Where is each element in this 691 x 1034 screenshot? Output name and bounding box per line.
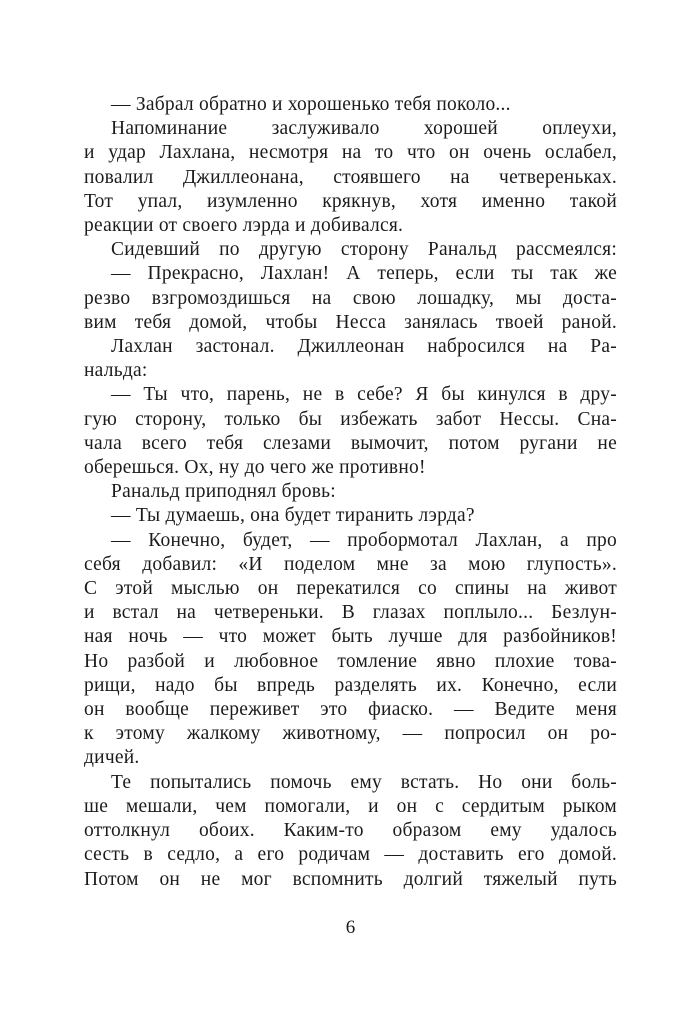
text-line: Потом он не мог вспомнить долгий тяжелый путь xyxy=(84,868,617,890)
text-line: оберешься. Ох, ну до чего же противно! xyxy=(84,457,426,479)
text-line: и встал на четвереньки. В глазах поплыло... Безлун- xyxy=(84,602,617,624)
text-line: Те попытались помочь ему встать. Но они боль- xyxy=(111,771,617,793)
text-line: себя добавил: «И поделом мне за мою глупость». xyxy=(84,553,617,575)
text-line: Тот упал, изумленно крякнув, хотя именно такой xyxy=(84,190,617,212)
text-line: нальда: xyxy=(84,360,148,382)
text-line: гую сторону, только бы избежать забот Нессы. Сна- xyxy=(84,408,617,430)
text-line: — Конечно, будет, — пробормотал Лахлан, а про xyxy=(111,529,617,551)
text-line: ная ночь — что может быть лучше для разбойников! xyxy=(84,626,617,648)
text-line: Лахлан застонал. Джиллеонан набросился на Ра- xyxy=(111,336,617,358)
text-line: — Прекрасно, Лахлан! А теперь, если ты так же xyxy=(111,263,617,285)
text-line: — Забрал обратно и хорошенько тебя поколо... xyxy=(111,94,511,115)
text-line: реакции от своего лэрда и добивался. xyxy=(84,215,404,237)
text-line: Но разбой и любовное томление явно плохие това- xyxy=(84,650,617,672)
text-line: и удар Лахлана, несмотря на то что он очень ослабел, xyxy=(84,142,617,164)
text-line: С этой мыслью он перекатился со спины на живот xyxy=(84,578,617,600)
text-line: дичей. xyxy=(84,747,140,769)
text-line: чала всего тебя слезами вымочит, потом ругани не xyxy=(84,432,617,454)
text-line: ше мешали, чем помогали, и он с сердитым рыком xyxy=(84,795,617,817)
text-line: повалил Джиллеонана, стоявшего на четвереньках. xyxy=(84,166,617,188)
text-line: резво взгромоздишься на свою лошадку, мы доста- xyxy=(84,287,617,309)
page-number: 6 xyxy=(345,917,356,938)
text-line: — Ты думаешь, она будет тиранить лэрда? xyxy=(111,505,475,527)
text-line: к этому жалкому животному, — попросил он ро- xyxy=(84,723,617,745)
text-line: рищи, надо бы впредь разделять их. Конечно, если xyxy=(84,674,617,696)
text-line: — Ты что, парень, не в себе? Я бы кинулся в дру- xyxy=(111,384,617,406)
text-line: сесть в седло, а его родичам — доставить его домой. xyxy=(84,844,617,866)
text-line: Напоминание заслуживало хорошей оплеухи, xyxy=(111,118,617,140)
text-line: вим тебя домой, чтобы Несса занялась твоей раной. xyxy=(84,311,617,333)
text-block xyxy=(84,93,617,892)
text-line: Ранальд приподнял бровь: xyxy=(111,481,336,503)
text-line: оттолкнул обоих. Каким-то образом ему удалось xyxy=(84,820,617,842)
text-line: Сидевший по другую сторону Ранальд рассмеялся: xyxy=(111,239,617,261)
text-line: он вообще переживет это фиаско. — Ведите меня xyxy=(84,699,617,721)
